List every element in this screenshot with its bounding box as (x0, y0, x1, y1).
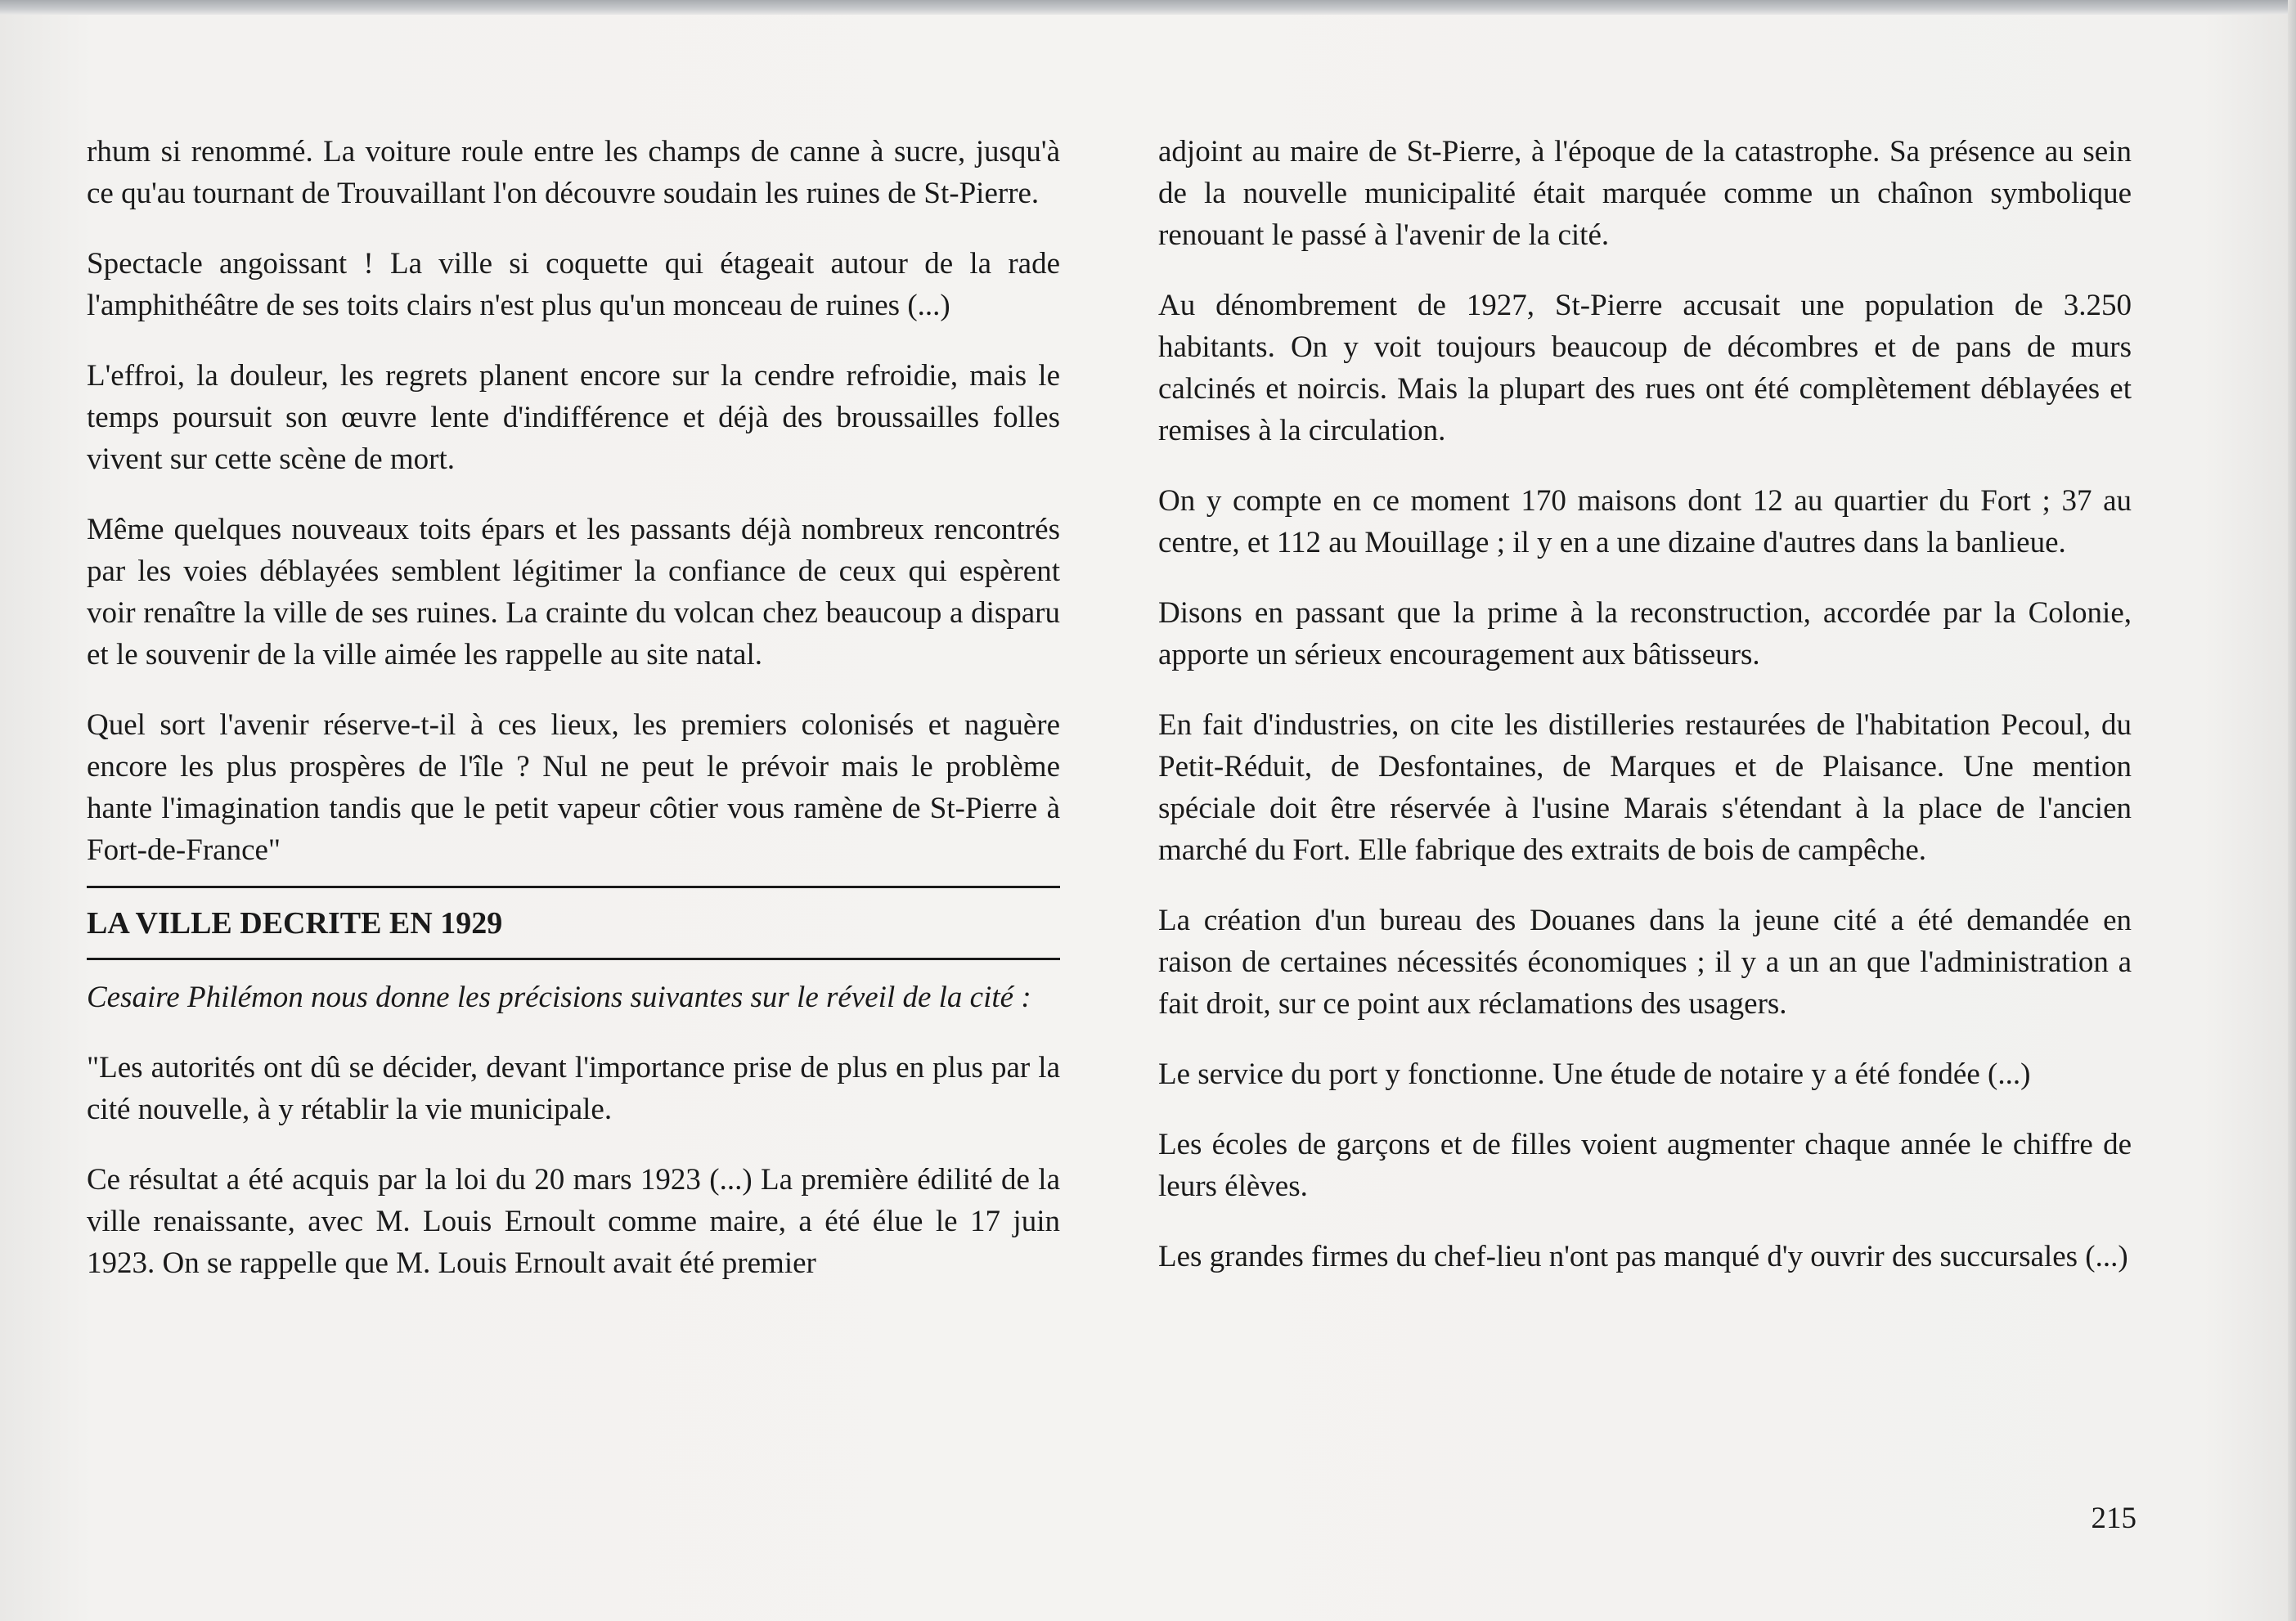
paragraph: Les écoles de garçons et de filles voient augmenter chaque année le chiffre de leurs élèves. (1158, 1128, 2132, 1203)
section-rule-bottom (87, 958, 1060, 960)
section-rule-top (87, 886, 1060, 888)
section-heading: LA VILLE DECRITE EN 1929 (87, 906, 503, 941)
page-number: 215 (2091, 1502, 2136, 1535)
section-intro: Cesaire Philémon nous donne les précisions suivantes sur le réveil de la cité : (87, 981, 1031, 1014)
paragraph: La création d'un bureau des Douanes dans la jeune cité a été demandée en raison de certaines nécessités économiques ; il y a un an que l'administration a fait droit, sur ce point aux réclamations des usagers. (1158, 904, 2132, 1021)
paragraph: En fait d'industries, on cite les distilleries restaurées de l'habitation Pecoul, du Petit-Réduit, de Desfontaines, de Marques et de Plaisance. Une mention spéciale doit être réservée à l'usine Marais s'étendant à la place de l'ancien marché du Fort. Elle fabrique des extraits de bois de campêche. (1158, 708, 2132, 867)
paragraph: Les grandes firmes du chef-lieu n'ont pas manqué d'y ouvrir des succursales (...) (1158, 1240, 2128, 1273)
paragraph: Même quelques nouveaux toits épars et les passants déjà nombreux rencontrés par les voies déblayées semblent légitimer la confiance de ceux qui espèrent voir renaître la ville de ses ruines. La crainte du volcan chez beaucoup a disparu et le souvenir de la ville aimée les rappelle au site natal. (87, 513, 1060, 671)
paragraph: Le service du port y fonctionne. Une étude de notaire y a été fondée (...) (1158, 1057, 2031, 1091)
right-column (1158, 131, 2132, 1306)
scan-top-edge (0, 0, 2296, 15)
paragraph: Quel sort l'avenir réserve-t-il à ces lieux, les premiers colonisés et naguère encore les plus prospères de l'île ? Nul ne peut le prévoir mais le problème hante l'imagination tandis que le petit vapeur côtier vous ramène de St-Pierre à Fort-de-France" (87, 708, 1060, 867)
paragraph: "Les autorités ont dû se décider, devant l'importance prise de plus en plus par la cité nouvelle, à y rétablir la vie municipale. (87, 1051, 1060, 1126)
left-column (87, 131, 1060, 1313)
paragraph: Spectacle angoissant ! La ville si coquette qui étageait autour de la rade l'amphithéâtre de ses toits clairs n'est plus qu'un monceau de ruines (...) (87, 247, 1060, 322)
scan-right-edge (2288, 0, 2296, 1621)
paragraph: L'effroi, la douleur, les regrets planent encore sur la cendre refroidie, mais le temps poursuit son œuvre lente d'indifférence et déjà des broussailles folles vivent sur cette scène de mort. (87, 359, 1060, 476)
paragraph: Disons en passant que la prime à la reconstruction, accordée par la Colonie, apporte un sérieux encouragement aux bâtisseurs. (1158, 596, 2132, 671)
paragraph: On y compte en ce moment 170 maisons dont 12 au quartier du Fort ; 37 au centre, et 112 au Mouillage ; il y en a une dizaine d'autres dans la banlieue. (1158, 484, 2132, 559)
paragraph: adjoint au maire de St-Pierre, à l'époque de la catastrophe. Sa présence au sein de la nouvelle municipalité était marquée comme un chaînon symbolique renouant le passé à l'avenir de la cité. (1158, 135, 2132, 252)
paragraph: rhum si renommé. La voiture roule entre les champs de canne à sucre, jusqu'à ce qu'au tournant de Trouvaillant l'on découvre soudain les ruines de St-Pierre. (87, 135, 1060, 210)
paragraph: Ce résultat a été acquis par la loi du 20 mars 1923 (...) La première édilité de la ville renaissante, avec M. Louis Ernoult comme maire, a été élue le 17 juin 1923. On se rappelle que M. Louis Ernoult avait été premier (87, 1163, 1060, 1280)
paragraph: Au dénombrement de 1927, St-Pierre accusait une population de 3.250 habitants. On y voit toujours beaucoup de décombres et de pans de murs calcinés et noircis. Mais la plupart des rues ont été complètement déblayées et remises à la circulation. (1158, 289, 2132, 447)
